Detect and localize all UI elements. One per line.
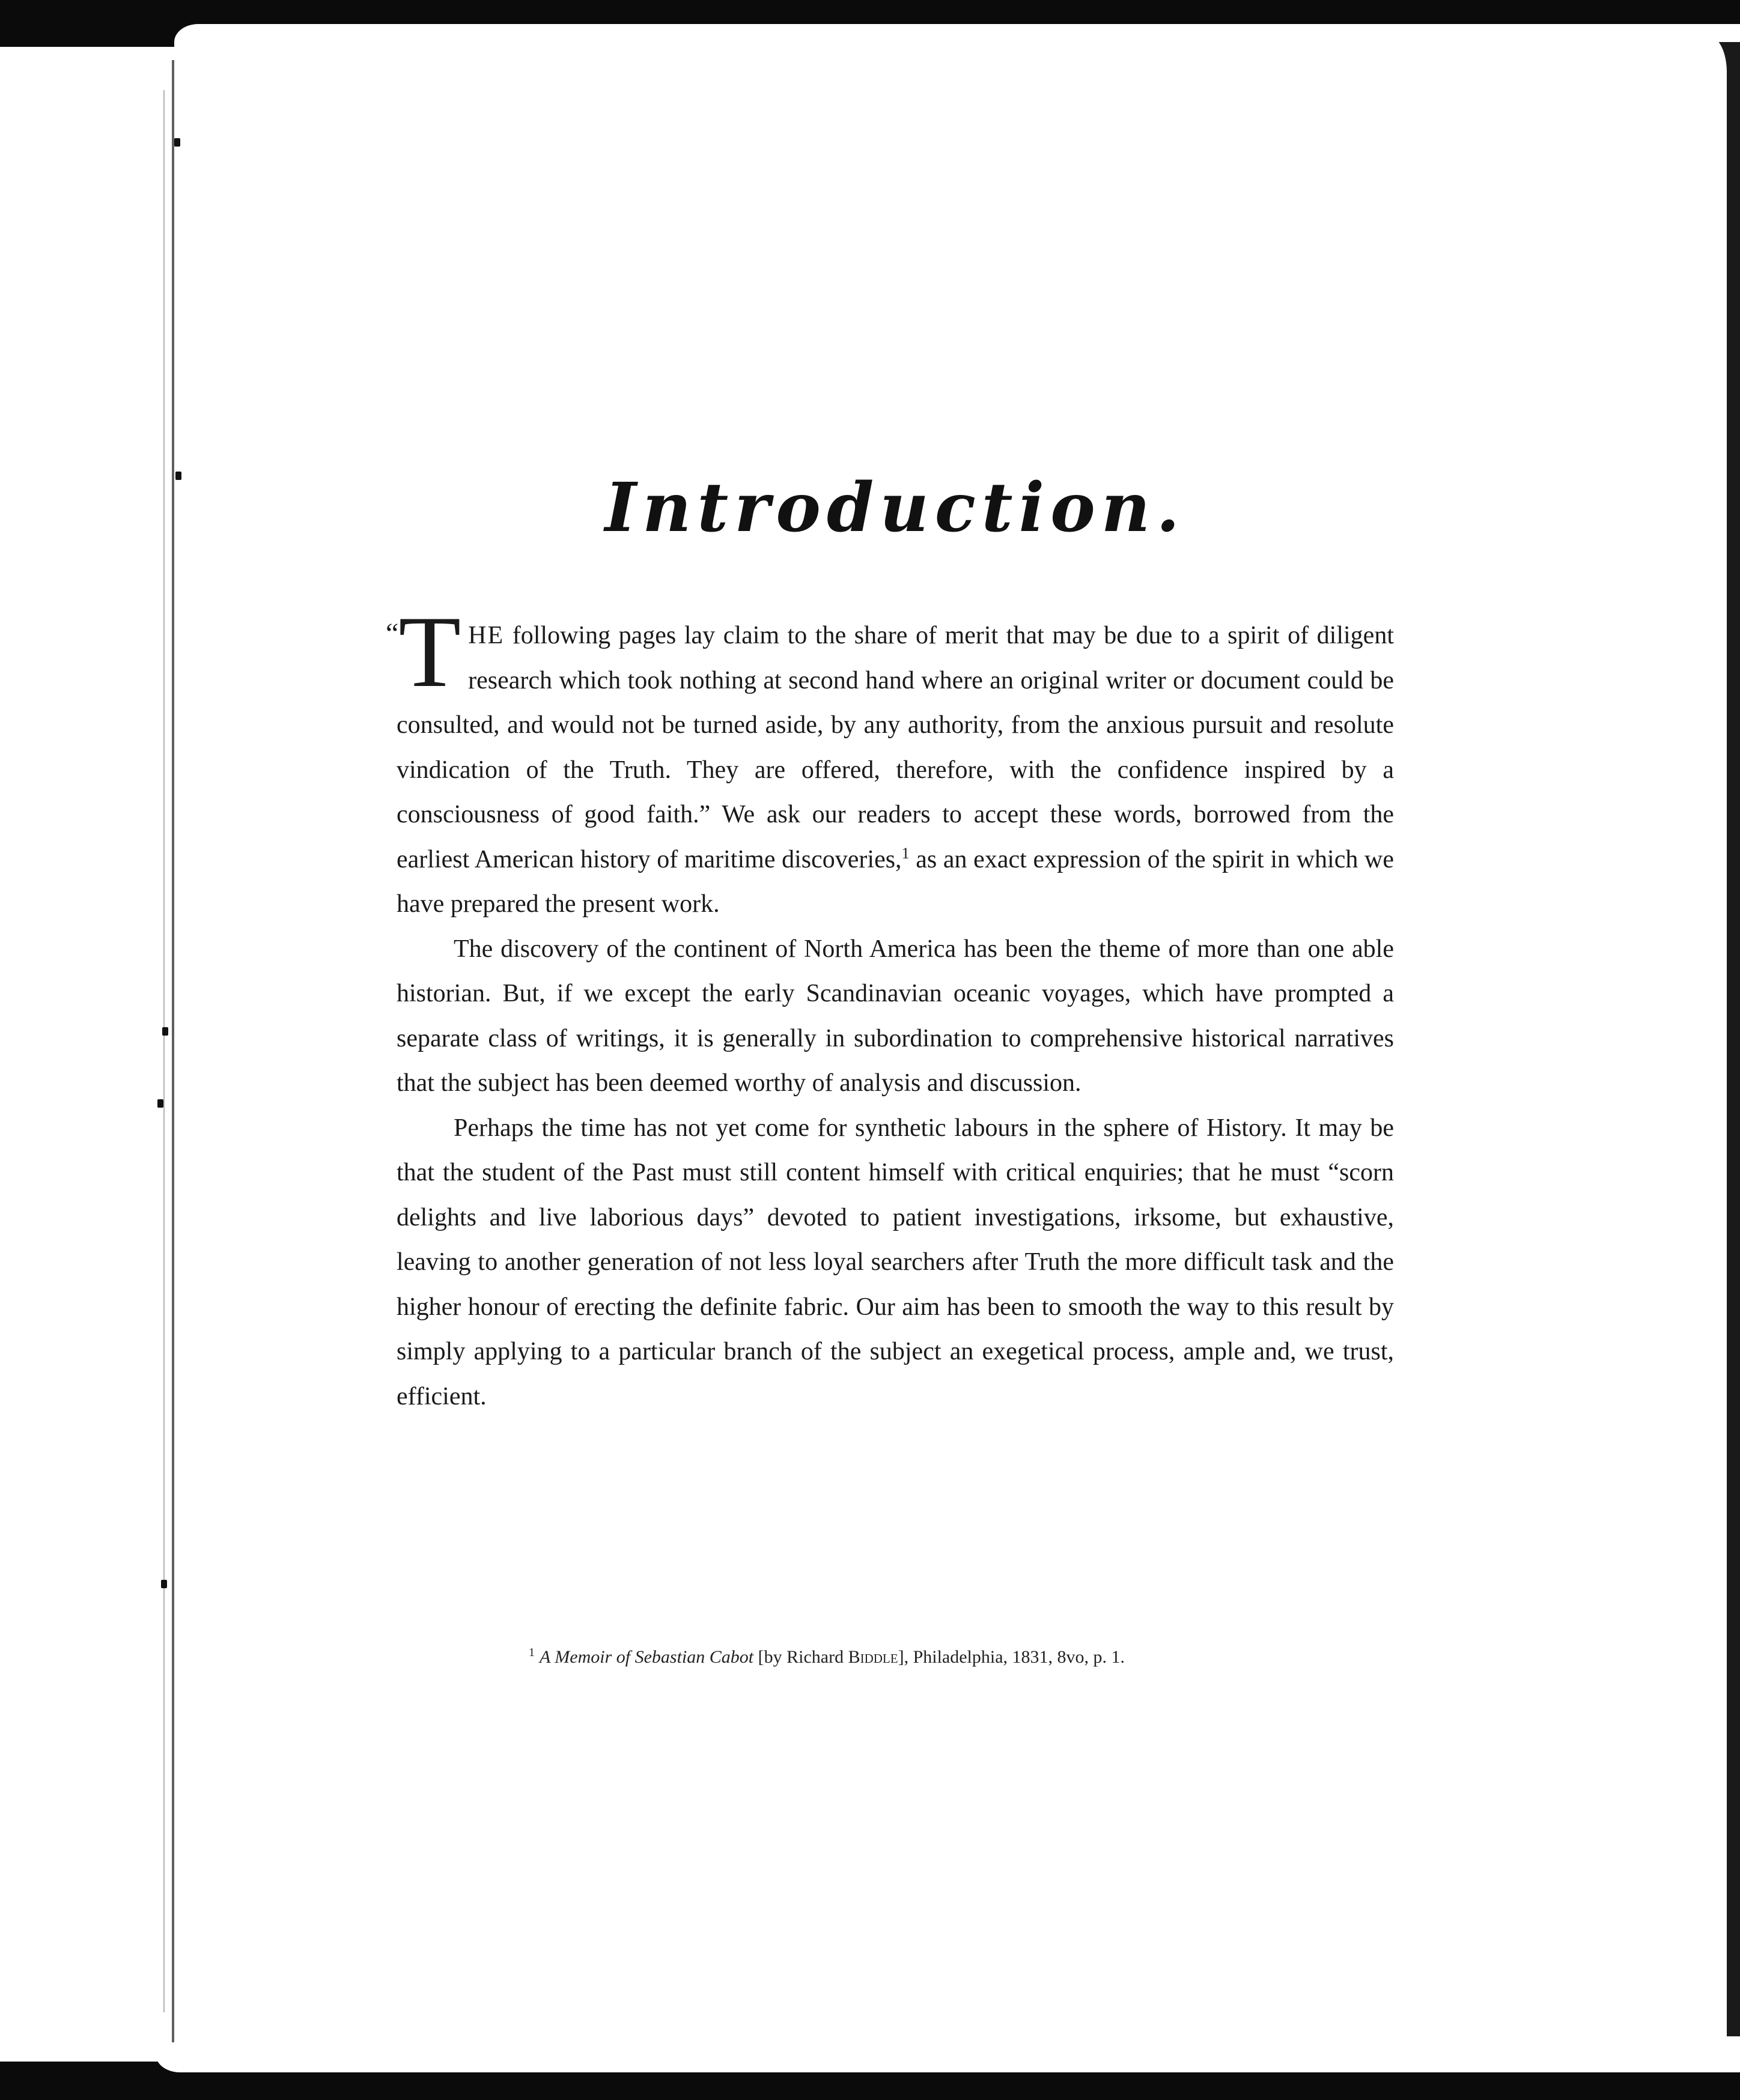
lead-word: HE — [468, 622, 505, 649]
footnote-author: Biddle — [848, 1647, 898, 1667]
page-body — [386, 469, 1394, 1419]
dropcap — [386, 595, 461, 708]
footnote-author-prefix: [by Richard — [753, 1647, 848, 1667]
dropcap-letter: T — [398, 595, 461, 708]
paragraph-1 — [386, 595, 1394, 927]
gutter-mark — [157, 1099, 163, 1108]
opening-quote: “ — [386, 618, 399, 649]
gutter-mark — [175, 472, 181, 480]
gutter-mark — [162, 1027, 168, 1036]
footnote-reference: 1 — [901, 844, 910, 862]
gutter-mark — [161, 1580, 167, 1588]
paragraph-1-text-b: as an exact expression of the spirit in which we have prepared the present work. — [397, 845, 1394, 918]
footnote — [529, 1646, 1310, 1668]
paragraph-3: Perhaps the time has not yet come for synthetic labours in the sphere of History. It may be that the student of the Past must still content himself with critical enquiries; that he must “scorn delights and live laborious days” devoted to patient investigations, irksome, but exhaustive, leaving to another generation of not less loyal searchers after Truth the more difficult task and the higher honour of erecting the definite fabric. Our aim has been to smooth the way to this result by simply applying to a particular branch of the subject an exegetical process, ample and, we trust, efficient. — [397, 1114, 1394, 1410]
footnote-title: A Memoir of Sebastian Cabot — [540, 1647, 754, 1667]
page-right-edge — [1690, 36, 1727, 2072]
page-title: Introduction. — [604, 469, 1186, 547]
page-bottom-edge — [156, 2036, 1740, 2072]
binding-gutter-line — [172, 60, 174, 2042]
binding-gutter-shadow — [163, 90, 165, 2012]
paragraph-2: The discovery of the continent of North America has been the theme of more than one able historian. But, if we except the early Scandinavian oceanic voyages, which have prompted a separate class of writings, it is generally in subordination to comprehensive historical narratives that the subject has been deemed worthy of analysis and discussion. — [397, 935, 1394, 1097]
footnote-mark: 1 — [529, 1646, 535, 1659]
footnote-rest: ], Philadelphia, 1831, 8vo, p. 1. — [898, 1647, 1125, 1667]
gutter-mark — [174, 138, 180, 147]
page-top-edge — [174, 24, 1740, 60]
paragraph-1-text-a: following pages lay claim to the share of merit that may be due to a spirit of diligent research which took nothing at second hand where an original writer or document could be consulted, and would not be turned aside, by any authority, from the anxious pursuit and resolute vindication of the Truth. They are offered, therefore, with the confidence inspired by a consciousness of good faith.” We ask our readers to accept these words, borrowed from the earliest American history of maritime discoveries, — [397, 622, 1394, 873]
